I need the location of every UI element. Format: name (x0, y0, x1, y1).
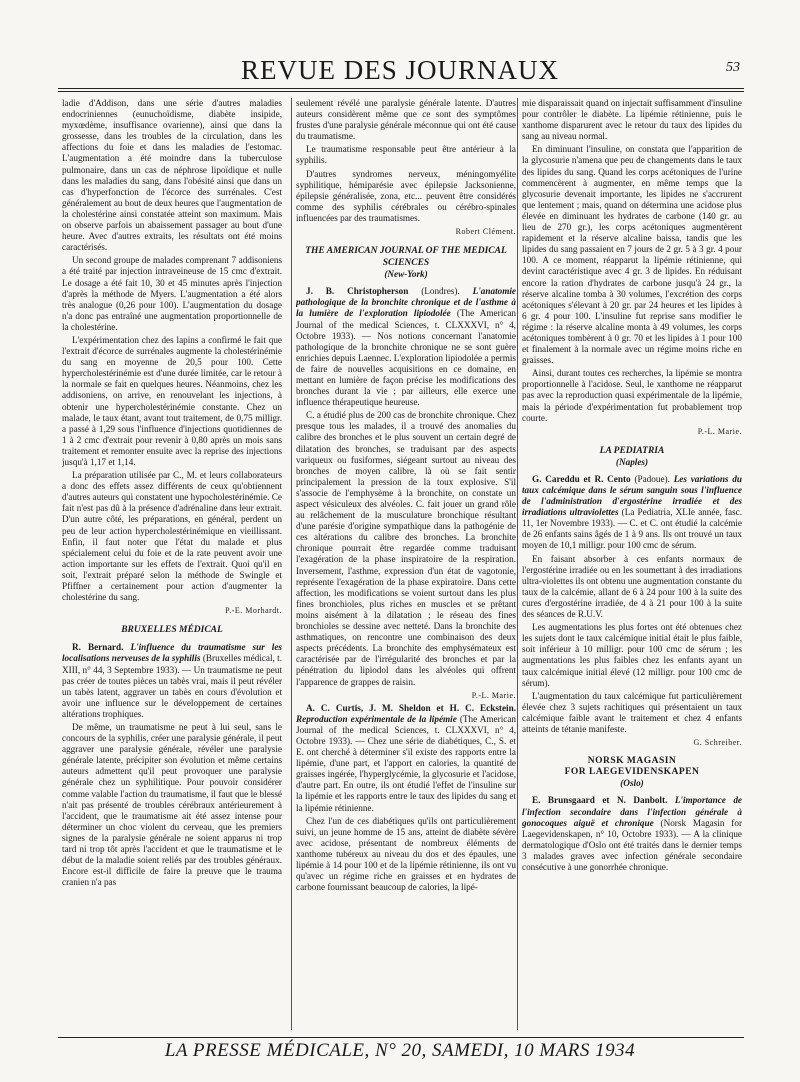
journal-city: (Oslo) (620, 778, 644, 789)
journal-heading: BRUXELLES MÉDICAL (121, 625, 223, 636)
article-title: Reproduction expérimentale de la lipémie (296, 713, 457, 724)
page-number: 53 (726, 60, 740, 75)
paragraph: L'expérimentation chez des lapins a confirmé le fait que l'extrait d'écorce de surrénales augmente la cholestérinémie du sang en moyenne de 20,5 pour 100. Cette hypercholestérinémie est d'une durée limitée, car le retour à la normale se fait en quelques heures. Néanmoins, chez les addisoniens, on arrive, en renouvelant les injections, à obtenir une hypercholestérinémie constante. Chez un malade, le taux étant, avant tout traitement, de 0,75 milligr. a passé à 1,29 sous l'influence d'injections quotidiennes de 1 à 2 cmc d'extrait pour revenir à 0,80 après un mois sans traitement et remonter ensuite avec la reprise des injections jusqu'à 1,17 et 1,14. (62, 334, 282, 467)
paragraph: Le traumatisme responsable peut être antérieur à la syphilis. (296, 144, 516, 166)
author-signature: P.-L. Marie. (697, 426, 742, 436)
author-signature: P.-L. Marie. (471, 690, 516, 700)
article-authors: E. Brunsgaard et N. Danbolt. (532, 795, 668, 806)
paragraph: mie disparaissait quand on injectait suffisamment d'insuline pour contrôler le diabète. La lipémie rétinienne, puis le xanthome disparurent avec le retour du taux des lipides du sang au niveau normal. (522, 98, 742, 142)
page-footer: LA PRESSE MÉDICALE, N° 20, SAMEDI, 10 MARS 1934 (164, 1040, 636, 1061)
author-signature: Robert Clément. (455, 227, 516, 237)
author-affiliation: (Londres). (421, 286, 460, 297)
journal-city: (Naples) (615, 456, 649, 467)
paragraph: De même, un traumatisme ne peut à lui seul, sans le concours de la syphilis, créer une paralysie générale, il peut aggraver une paralysie générale, révéler une paralysie générale latente, précipiter son évolution et même certains auteurs admettent qu'il peut provoquer une paralysie générale chez un syphilitique. Pour pouvoir considérer comme valable l'action du traumatisme, il faut que le blessé n'ait pas présenté de troubles cérébraux antérieurement à l'accident, que le traumatisme ait été assez intense pour déterminer un choc violent du cerveau, que les premiers signes de la paralysie générale ne soient apparus ni trop tard ni trop tôt après l'accident et que le traumatisme et le début de la maladie soient reliés par des troubles généraux. Encore est-il difficile de faire la preuve que le trauma cranien n'a pas (62, 721, 282, 888)
journal-heading: LA PEDIATRIA (599, 445, 665, 456)
paragraph: seulement révélé une paralysie générale latente. D'autres auteurs considèrent même que ce sont des symptômes frustes d'une paralysie générale méconnue qui ont été cause du traumatisme. (296, 98, 516, 142)
column-middle (296, 98, 516, 1028)
header-rule (58, 88, 744, 89)
paragraph: En diminuant l'insuline, on constata que l'apparition de la glycosurie n'amena que peu de changements dans le taux des lipides du sang. Quand les corps acétoniques de l'urine commencèrent à augmenter, en même temps que la glycosurie devenait importante, les lipides ne s'accrurent que lentement ; mais, quand on détermina une acidose plus élevée en diminuant les hydrates de carbone (140 gr. au lieu de 270 gr.), les corps acétoniques augmentèrent rapidement et la réserve alcaline baissa, tandis que les lipides du sang passaient en 7 jours de 2 gr. 5 à 3 gr. 4 pour 100. A ce moment, réapparut la lipémie rétinienne, qui devint caractéristique avec 4 gr. 3 de lipides. En réduisant encore la ration d'hydrates de carbone jusqu'à 24 gr., la réserve alcaline tomba à 30 volumes, l'excrétion des corps acétoniques s'élevant à 20 gr. par 24 heures et les lipides à 6 gr. 4 pour 100. L'insuline fut reprise sans modifier le régime : la réserve alcaline monta à 49 volumes, les corps acétoniques tombèrent à 0 gr. 70 et les lipides à 1 pour 100 et finalement à la normale avec un régime moins riche en graisses. (522, 144, 742, 366)
article-reference: (The American Journal of the medical Sciences, t. CLXXXVI, n° 4, Octobre 1933). — Chez une série de diabétiques, C., S. et E. ont cherché à déterminer s'il existe des rapports entre la lipémie, d'une part, et l'apport en calories, la quantité de graisses ingérée, l'hyperglycémie, la glycosurie et l'acidose, d'autre part. En outre, ils ont étudié l'effet de l'insuline sur la lipémie et les rapports entre le taux des lipides du sang et la lipémie rétinienne. (296, 713, 516, 813)
paragraph: Chez l'un de ces diabétiques qu'ils ont particulièrement suivi, un jeune homme de 15 ans, atteint de diabète sévère avec acidose, présentant de nombreux éléments de xanthome tubéreux au niveau du dos et des épaules, une lipémie à 14 pour 100 et de la lipémie rétinienne, ils ont vu qu'avec un régime riche en graisses et en hydrates de carbone fournissant beaucoup de calories, la lipé- (296, 815, 516, 893)
header-rule-thin (58, 91, 744, 92)
paragraph: C. a étudié plus de 200 cas de bronchite chronique. Chez presque tous les malades, il a trouvé des anomalies du calibre des bronches et le plus souvent un certain degré de dilatation des bronches, se traduisant par des aspects variqueux ou fusiformes, siégeant surtout au niveau des bronches de moyen calibre, là où se fait sentir principalement la pression de la toux explosive. S'il s'associe de l'emphysème à la bronchite, on constate un aspect vésiculeux des alvéoles. C. fait jouer un grand rôle au relâchement de la musculature bronchique résultant d'une parésie d'origine sympathique dans la pathogénie de ces altérations du calibre des bronches. La bronchite chronique pourrait être regardée comme traduisant l'exagération de la phase inspiratoire de la respiration. Inversement, l'asthme, expression d'un état de vagotonie, représente l'exagération de la phase expiratoire. Dans cette affection, les modifications se voient surtout dans les plus fines bronchioles, plus riches en muscles et se prêtant moins aisément à la dilatation ; le réseau des fines bronchioles se dessine avec netteté. Dans la bronchite des asthmatiques, on rencontre une combinaison des deux aspects précédents. La bronchite des emphysémateux est caractérisée par de l'irrégularité des bronches et par la pénétration du lipiodol dans les alvéoles qui offrent l'apparence de grappes de raisin. (296, 410, 516, 687)
article-authors: R. Bernard. (72, 642, 124, 653)
paragraph: D'autres syndromes nerveux, méningomyélite syphilitique, hémiparésie avec épilepsie Jacksonienne, épilepsie généralisée, zona, etc... peuvent être considérés comme des syphilis cérébrales ou cérébro-spinales influencées par des traumatismes. (296, 168, 516, 223)
paragraph: La préparation utilisée par C., M. et leurs collaborateurs a donc des effets assez différents de ceux qu'obtiennent d'autres auteurs qui constatent une hypocholestérinémie. Ce fait n'est pas dû à la présence d'adrénaline dans leur extrait. D'un autre côté, les préparations, en général, perdent un peu de leur action hypercholestérinémique en vieillissant. Enfin, il faut noter que l'état du malade et plus spécialement celui du foie et de la rate peuvent avoir une action importante sur les effets de l'extrait. Quoi qu'il en soit, l'extrait préparé selon la méthode de Swingle et Pfiffner a certainement pour action d'augmenter la cholestérine du sang. (62, 470, 282, 603)
article-reference: (La Pediatria, XLIe année, fasc. 11, 1er Novembre 1933). — C. et C. ont étudié la calcémie de 26 enfants sains âgés de 1 à 9 ans. Ils ont trouvé un taux moyen de 10,1 milligr. pour 100 cmc de sérum. (522, 507, 742, 551)
journal-heading-line2: FOR LAEGEVIDENSKAPEN (564, 767, 700, 778)
paragraph: En faisant absorber à ces enfants normaux de l'ergostérine irradiée ou en les soumettant à des irradiations ultra-violettes ils ont obtenu une augmentation constante du taux de la calcémie, allant de 6 à 24 pour 100 à la suite des cures d'ergostérine irradiée, de 4 à 21 pour 100 à la suite des séances de R.U.V. (522, 553, 742, 620)
paragraph: Un second groupe de malades comprenant 7 addisoniens a été traité par injection intraveineuse de 15 cmc d'extrait. Le dosage a été fait 10, 30 et 45 minutes après l'injection d'après la méthode de Myers. L'augmentation a été alors très analogue (0,26 pour 100). L'augmentation du dosage n'a donc pas entraîné une augmentation proportionnelle de la cholestérine. (62, 255, 282, 332)
column-divider (517, 98, 518, 1030)
journal-heading: THE AMERICAN JOURNAL OF THE MEDICAL SCIENCES (305, 246, 507, 269)
paragraph: ladie d'Addison, dans une série d'autres maladies endocriniennes (eunuchoïdisme, diabète insipide, myxœdème, insuffisance ovarienne), ainsi que dans la grossesse, dans les troubles de la circulation, dans les affections du foie et dans les maladies de l'estomac. L'augmentation a été moindre dans la tuberculose pulmonaire, dans un cas de néphrose lipoïdique et nulle dans les maladies du sang, dans l'obésité ainsi que dans un cas d'hyperfonction de l'écorce des surrénales. C'est généralement au bout de deux heures que l'augmentation de la cholestérine ainsi constatée atteint son maximum. Mais on observe parfois un abaissement passager au bout d'une heure. Avec d'autres extraits, les résultats ont été moins caractérisés. (62, 98, 282, 253)
article-title: Les variations du taux calcémique dans le sérum sanguin sous l'influence de l'administration d'ergostérine irradiée et des irradiations ultraviolettes (522, 473, 742, 518)
article-reference: (Norsk Magasin for Laegevidenskapen, n° 10, Octobre 1933). — A la clinique dermatologique d'Oslo ont été traités dans le dernier temps 3 malades graves avec infection générale secondaire consécutive à une gonorrhée chronique. (522, 817, 742, 872)
article-title: L'anatomie pathologique de la bronchite chronique et de l'asthme à la lumière de l'exploration lipiodolée (296, 286, 516, 319)
author-signature: G. Schreiber. (693, 738, 742, 748)
column-left (62, 98, 282, 1028)
paragraph: Ainsi, durant toutes ces recherches, la lipémie se montra proportionnelle à l'acidose. Seul, le xanthome ne réapparut pas avec la reproduction quasi expérimentale de la lipémie, mais la période d'expérimentation fut probablement trop courte. (522, 368, 742, 423)
author-signature: P.-E. Morhardt. (225, 606, 282, 616)
paragraph: Les augmentations les plus fortes ont été obtenues chez les sujets dont le taux calcémique initial était le plus faible, soit inférieur à 10 milligr. pour 100 cmc de sérum ; les augmentations les plus faibles chez les enfants ayant un taux calcémique initial élevé (12 milligr. pour 100 cmc de sérum). (522, 622, 742, 688)
article-authors: G. Careddu et R. Cento (532, 473, 631, 484)
column-divider (291, 98, 292, 1030)
journal-city: (New-York) (384, 269, 428, 280)
footer-rule (58, 1037, 744, 1038)
page-title: REVUE DES JOURNAUX (240, 55, 559, 85)
paragraph: L'augmentation du taux calcémique fut particulièrement élevée chez 3 sujets rachitiques qui présentaient un taux calcémique faible avant le traitement et chez 4 enfants atteints de tétanie manifeste. (522, 690, 742, 734)
journal-heading: NORSK MAGASIN (587, 756, 677, 767)
column-right (522, 98, 742, 1028)
article-reference: (The American Journal of the medical Sciences, t. CLXXXVI, n° 4, Octobre 1933). — Nos notions concernant l'anatomie pathologique de la bronchite chronique ne se sont guère enrichies depuis Laennec. L'exploration lipiodolée a permis de faire de nouvelles acquisitions en ce domaine, en mettant en lumière de façon précise les modifications des bronches durant la vie ; par ailleurs, elle exerce une influence thérapeutique heureuse. (296, 308, 516, 408)
article-authors: A. C. Curtis, J. M. Sheldon et H. C. Eckstein. (306, 702, 516, 713)
article-authors: J. B. Christopherson (306, 286, 409, 297)
article-reference: (Bruxelles médical, t. XIII, n° 44, 3 Septembre 1933). — Un traumatisme ne peut pas créer de toutes pièces un tabès vrai, mais il peut révéler un tabès latent, aggraver un tabès en cours d'évolution et avoir une influence sur le développement de certaines altérations trophiques. (62, 653, 282, 719)
author-affiliation: (Padoue). (634, 473, 670, 484)
article-title: L'importance de l'infection secondaire dans l'infection générale à gonocoques aiguë et chronique (522, 795, 742, 828)
article-title: L'influence du traumatisme sur les localisations nerveuses de la syphilis (62, 642, 282, 664)
